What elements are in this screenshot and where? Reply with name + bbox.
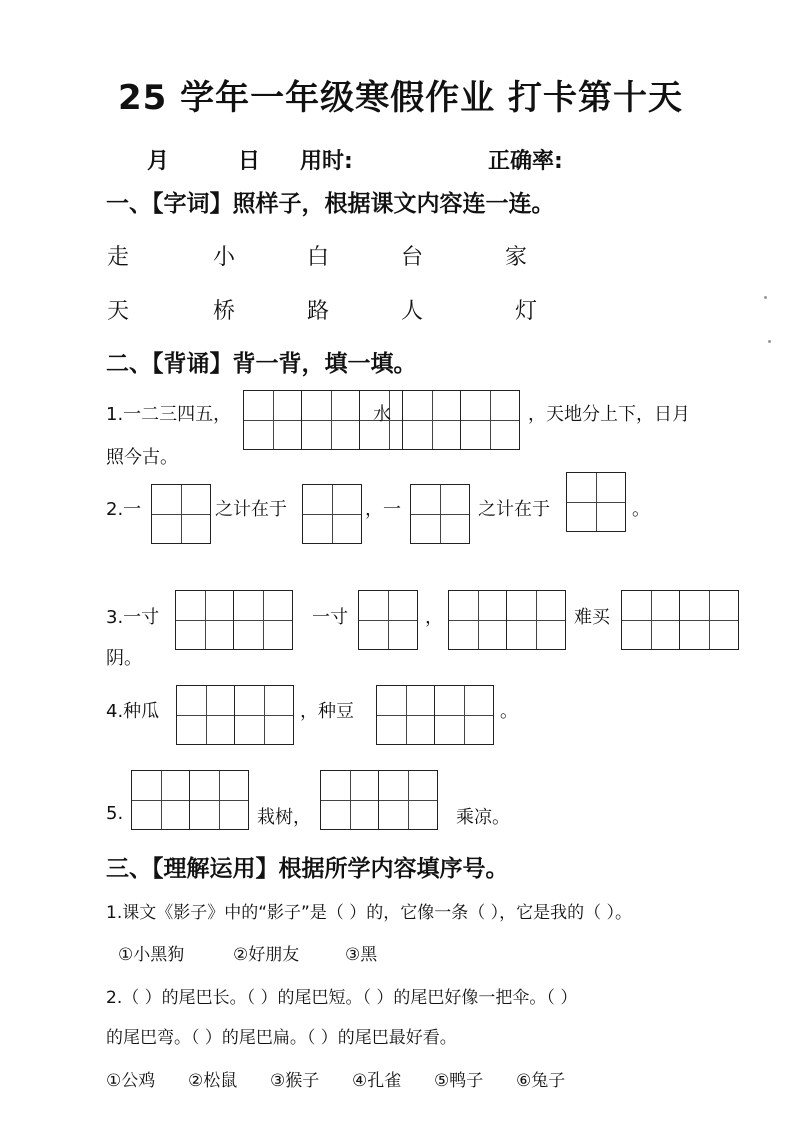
word-item: 天 — [107, 299, 130, 324]
s3-q2-option: ④孔雀 — [352, 1071, 402, 1091]
s3-q2-option: ⑥兔子 — [516, 1071, 566, 1091]
word-item: 路 — [307, 299, 330, 324]
tian-grid-answer[interactable] — [243, 390, 419, 450]
q3-text-b: 一寸 — [312, 607, 348, 628]
q1-text-a: 1.一二三四五， — [106, 404, 232, 425]
q2-text-d: 之计在于 — [478, 499, 550, 520]
scan-speck — [768, 340, 771, 343]
q3-text-c: ， — [425, 607, 443, 628]
section1-heading: 一、【字词】照样子，根据课文内容连一连。 — [106, 191, 555, 217]
section2-heading: 二、【背诵】背一背，填一填。 — [106, 351, 417, 377]
word-item: 人 — [401, 299, 424, 324]
word-item: 桥 — [213, 299, 236, 324]
s3-q2-option: ①公鸡 — [106, 1071, 156, 1091]
s3-q2-line2: 的尾巴弯。（ ）的尾巴扁。（ ）的尾巴最好看。 — [106, 1028, 457, 1048]
scan-speck — [764, 296, 767, 299]
tian-grid-answer[interactable] — [320, 770, 438, 830]
q1-text-c: ，天地分上下，日月 — [528, 404, 690, 425]
q5-text-c: 乘凉。 — [456, 807, 510, 828]
s3-q1-option: ①小黑狗 — [118, 945, 185, 965]
section3-heading: 三、【理解运用】根据所学内容填序号。 — [106, 856, 509, 882]
s3-q2-option: ③猴子 — [270, 1071, 320, 1091]
tian-grid-answer[interactable] — [566, 472, 626, 532]
q5-text-a: 5. — [106, 803, 124, 824]
s3-q2-line1: 2.（ ）的尾巴长。（ ）的尾巴短。（ ）的尾巴好像一把伞。（ ） — [106, 988, 578, 1008]
tian-grid-answer[interactable] — [402, 390, 520, 450]
day-label: 日 — [238, 149, 261, 174]
word-item: 走 — [107, 245, 130, 270]
tian-grid-answer[interactable] — [175, 590, 293, 650]
q4-text-a: 4.种瓜 — [106, 701, 160, 722]
s3-q1-option: ②好朋友 — [233, 945, 300, 965]
s3-q1-text: 1.课文《影子》中的“影子”是（ ）的，它像一条（ ），它是我的（ ）。 — [106, 903, 633, 923]
word-item: 白 — [307, 245, 330, 270]
page-title: 25 学年一年级寒假作业 打卡第十天 — [118, 78, 683, 118]
accuracy-label: 正确率: — [488, 149, 563, 174]
tian-grid-answer[interactable] — [176, 685, 294, 745]
time-used-label: 用时: — [300, 149, 353, 174]
s3-q2-option: ②松鼠 — [188, 1071, 238, 1091]
word-item: 小 — [213, 245, 236, 270]
q2-text-c: ，一 — [365, 499, 401, 520]
q1-text-d: 照今古。 — [106, 447, 178, 468]
tian-grid-answer[interactable] — [376, 685, 494, 745]
q2-text-a: 2.一 — [106, 499, 142, 520]
word-item: 家 — [505, 245, 528, 270]
q5-text-b: 栽树， — [257, 807, 311, 828]
s3-q1-option: ③黑 — [345, 945, 378, 965]
word-item: 灯 — [515, 299, 538, 324]
q1-text-b: 水 — [373, 404, 391, 425]
q2-text-e: 。 — [632, 499, 650, 520]
tian-grid-answer[interactable] — [151, 484, 211, 544]
q3-text-d: 难买 — [574, 607, 610, 628]
tian-grid-answer[interactable] — [621, 590, 739, 650]
tian-grid-answer[interactable] — [358, 590, 418, 650]
tian-grid-answer[interactable] — [448, 590, 566, 650]
month-label: 月 — [147, 149, 170, 174]
tian-grid-answer[interactable] — [410, 484, 470, 544]
q3-text-a: 3.一寸 — [106, 607, 160, 628]
tian-grid-answer[interactable] — [302, 484, 362, 544]
q4-text-b: ，种豆 — [300, 701, 354, 722]
word-item: 台 — [401, 245, 424, 270]
q4-text-c: 。 — [500, 701, 518, 722]
q2-text-b: 之计在于 — [215, 499, 287, 520]
s3-q2-option: ⑤鸭子 — [434, 1071, 484, 1091]
tian-grid-answer[interactable] — [131, 770, 249, 830]
q3-text-e: 阴。 — [106, 648, 142, 669]
